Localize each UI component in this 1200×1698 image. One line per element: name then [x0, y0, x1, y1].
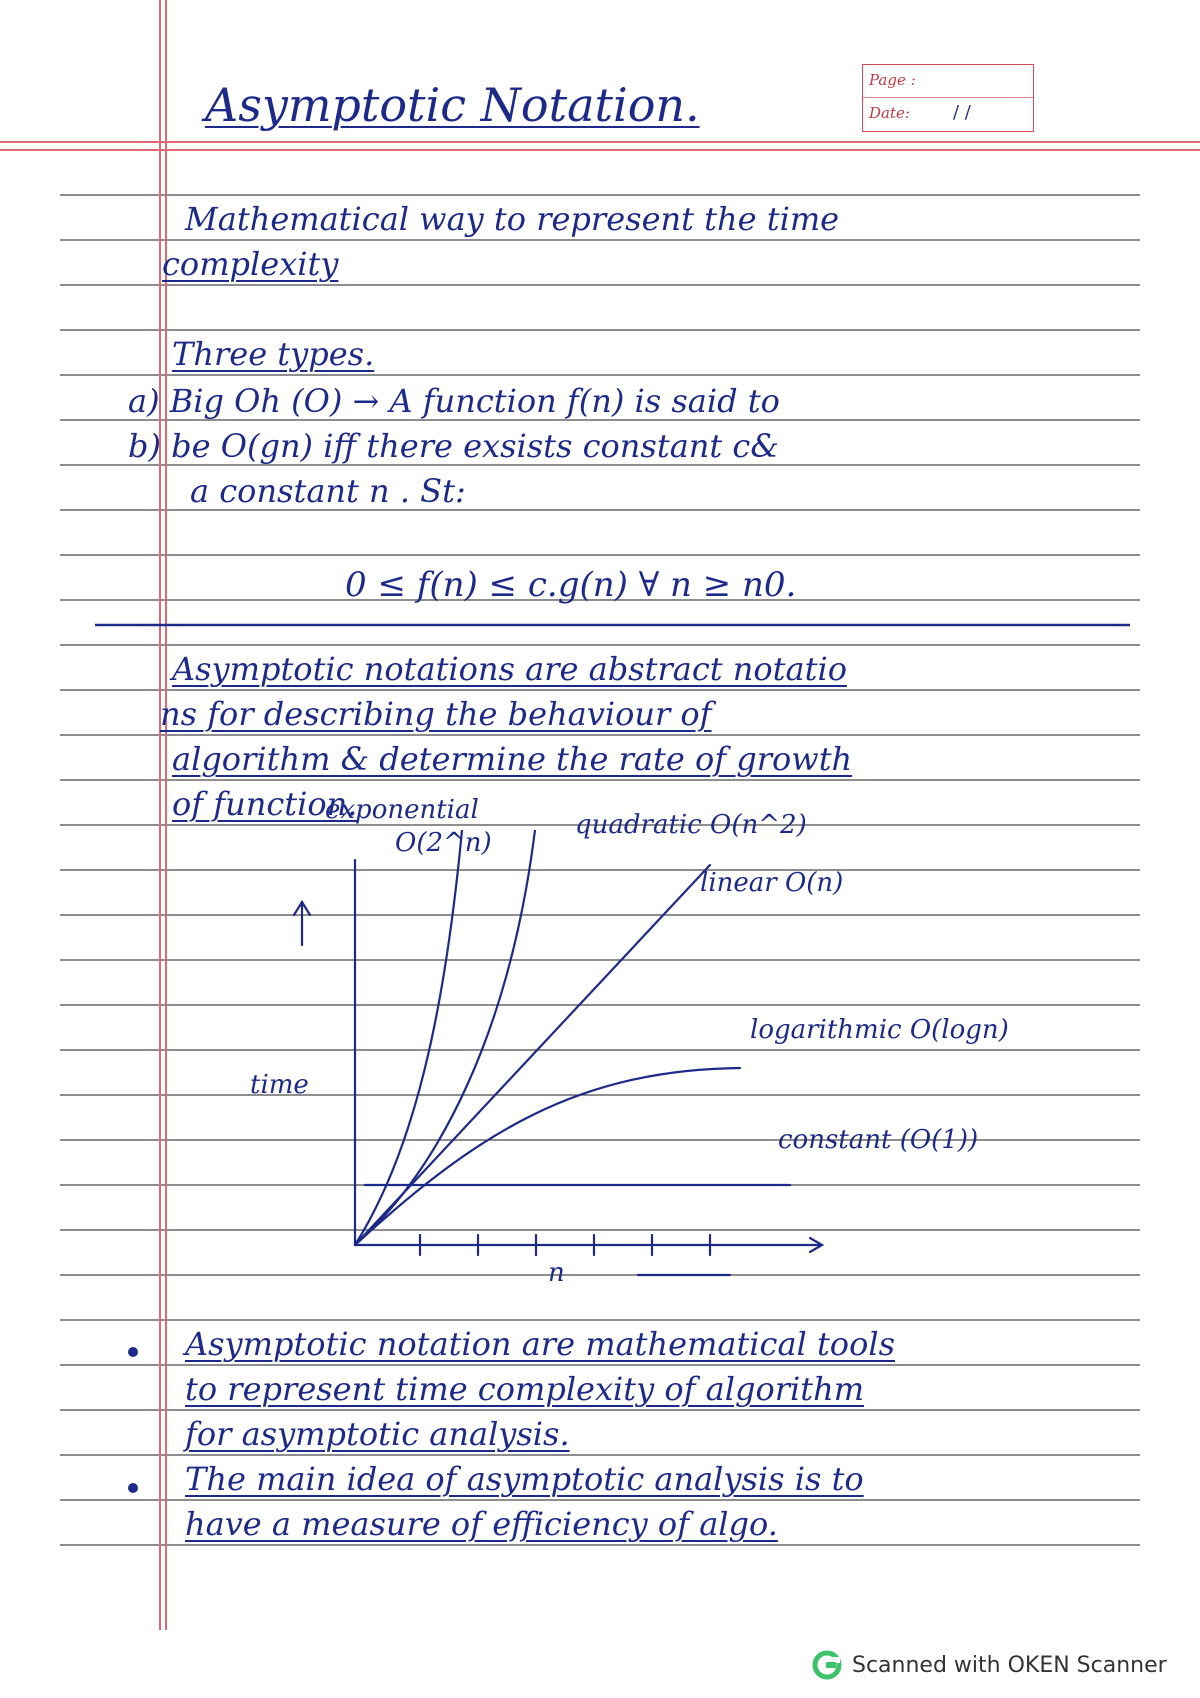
page-label: Page :: [869, 71, 916, 89]
growth-rate-graph: [230, 830, 1130, 1300]
label-constant: constant (O(1)): [778, 1125, 979, 1155]
abstract-line-4: of function.: [172, 785, 358, 823]
date-label: Date:: [869, 104, 910, 122]
scanner-watermark: [812, 1650, 1167, 1680]
bigoh-line-3: a constant n . St:: [190, 472, 466, 510]
exponential-curve: [355, 830, 462, 1245]
bullet-dot-1: [128, 1347, 138, 1357]
quadratic-curve: [355, 830, 535, 1245]
linear-curve: [355, 865, 710, 1245]
abstract-line-2: ns for describing the behaviour of: [160, 695, 712, 733]
bigoh-line-2: b) be O(gn) iff there exsists constant c&: [128, 427, 779, 465]
bullet2-line-1: The main idea of asymptotic analysis is to: [185, 1460, 864, 1498]
label-exponential: exponential: [325, 795, 479, 825]
oken-scanner-logo-icon: [812, 1650, 842, 1680]
label-n: n: [548, 1258, 565, 1288]
label-quadratic: quadratic O(n^2): [575, 810, 807, 840]
page-row: [863, 65, 1033, 98]
abstract-line-3: algorithm & determine the rate of growth: [172, 740, 853, 778]
bullet-dot-2: [128, 1483, 138, 1493]
label-time: time: [250, 1070, 309, 1100]
bullet1-line-1: Asymptotic notation are mathematical tools: [185, 1325, 895, 1363]
abstract-line-1: Asymptotic notations are abstract notatio: [172, 650, 847, 688]
logarithmic-curve: [355, 1068, 740, 1245]
big-oh-formula: 0 ≤ f(n) ≤ c.g(n) ∀ n ≥ n0.: [345, 565, 797, 605]
types-heading: Three types.: [172, 335, 375, 373]
watermark-text: Scanned with OKEN Scanner: [852, 1652, 1167, 1678]
label-logarithmic: logarithmic O(logn): [750, 1015, 1009, 1045]
date-row: [863, 98, 1033, 131]
bullet1-line-3: for asymptotic analysis.: [185, 1415, 570, 1453]
intro-line-2: complexity: [162, 245, 339, 283]
date-value: / /: [953, 102, 971, 123]
bigoh-line-1: a) Big Oh (O) → A function f(n) is said to: [128, 382, 780, 420]
label-linear: linear O(n): [700, 868, 844, 898]
bullet2-line-2: have a measure of efficiency of algo.: [185, 1505, 778, 1543]
intro-line-1: Mathematical way to represent the time: [185, 200, 840, 238]
page-date-box: [862, 64, 1034, 132]
page-title: Asymptotic Notation.: [205, 78, 700, 132]
label-exponential-o: O(2^n): [395, 828, 492, 858]
bullet1-line-2: to represent time complexity of algorithm: [185, 1370, 865, 1408]
